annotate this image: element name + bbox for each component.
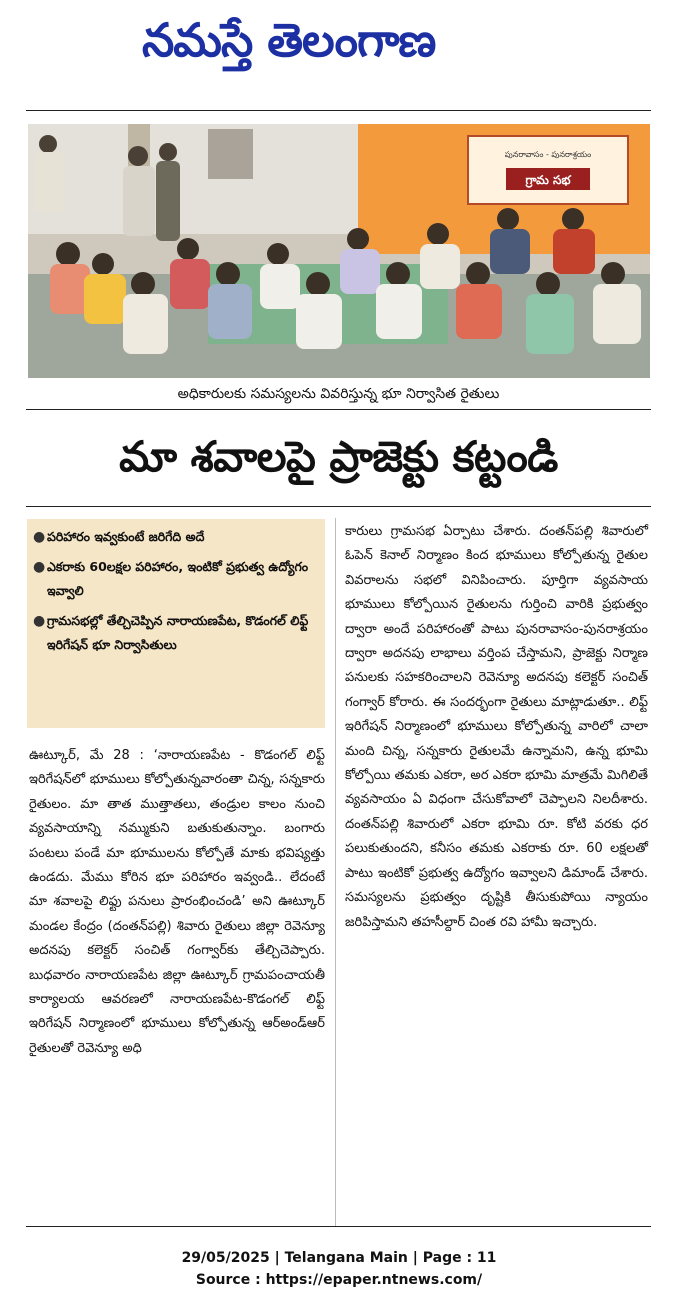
highlight-item — [33, 525, 319, 549]
photo-caption: అధికారులకు సమస్యలను వివరిస్తున్న భూ నిర్వాసిత రైతులు — [177, 386, 500, 402]
highlight-item — [33, 555, 319, 603]
headline-rule — [26, 506, 651, 507]
newspaper-title: నమస్తే తెలంగాణ — [142, 13, 436, 67]
footer-rule — [26, 1226, 651, 1227]
bullet-icon: ● — [33, 529, 46, 545]
caption-rule — [26, 409, 651, 410]
highlights-box — [27, 519, 325, 728]
highlight-item — [33, 609, 319, 657]
bullet-icon: ● — [33, 613, 46, 629]
banner-line2: గ్రామ సభ — [525, 173, 571, 187]
article-text-left: ఊట్కూర్, మే 28 : ‘నారాయణపేట - కొడంగల్ లిఫ్ట్ ఇరిగేషన్‌లో భూములు కోల్పోతున్నవారంతా చిన్న, సన్నకారు రైతులం. మా తాత ముత్తాతలు, తండ్రుల కాలం నుంచి వ్యవసాయాన్ని నమ్ముకుని బతుకుతున్నాం. బంగారు పంటలు పండే మా భూములను కోల్పోతే మాకు భవిష్యత్తు ఉండదు. మేము కోరిన భూ పరిహారం ఇవ్వండి.. లేదంటే మా శవాలపై లిఫ్టు పనులు ప్రారంభించండి’ అని ఊట్కూర్ మండల కేంద్రం (దంతన్‌పల్లి) శివారు రైతులు జిల్లా రెవెన్యూ అదనపు కలెక్టర్ సంచిత్ గంగ్వార్‌కు తేల్చిచెప్పారు. బుధవారం నారాయణపేట జిల్లా ఊట్కూర్ గ్రామపంచాయతీ కార్యాలయ ఆవరణలో నారాయణపేట-కొడంగల్ లిఫ్ట్ ఇరిగేషన్ నిర్మాణంలో భూములు కోల్పోతున్న ఆర్‌అండ్‌ఆర్ రైతులతో రెవెన్యూ అధి — [29, 748, 325, 1056]
article-column-left — [29, 744, 325, 1061]
news-photo — [28, 124, 650, 378]
footer-source: Source : https://epaper.ntnews.com/ — [195, 1272, 483, 1288]
footer-date-page: 29/05/2025 | Telangana Main | Page : 11 — [181, 1250, 497, 1266]
highlight-text: గ్రామసభల్లో తేల్చిచెప్పిన నారాయణపేట, కొడంగల్ లిఫ్ట్ ఇరిగేషన్ భూ నిర్వాసితులు — [47, 613, 309, 652]
highlight-text: పరిహారం ఇవ్వకుంటే జరిగేది అదే — [47, 529, 205, 544]
highlight-text: ఎకరాకు 60లక్షల పరిహారం, ఇంటికో ప్రభుత్వ ఉద్యోగం ఇవ్వాలి — [47, 559, 309, 598]
article-text-right: కారులు గ్రామసభ ఏర్పాటు చేశారు. దంతన్‌పల్లి శివారులో ఓపెన్ కెనాల్ నిర్మాణం కింద భూములు కోల్పోతున్న రైతుల వివరాలను సభలో వినిపించారు. పూర్తిగా వ్యవసాయ భూములు కోల్పోయిన రైతులను గుర్తించి వారికి ప్రభుత్వం ద్వారా అందే పరిహారంతో పాటు పునరావాసం-పునరాశ్రయం ద్వారా అదనపు లాభాలు వర్తింప చేస్తామని, ప్రాజెక్టు నిర్మాణ పనులకు సహకరించాలని రెవెన్యూ అదనపు కలెక్టర్ సంచిత్ గంగ్వార్ కోరారు. ఈ సందర్భంగా రైతులు మాట్లాడుతూ.. లిఫ్ట్ ఇరిగేషన్ నిర్మాణంలో భూములు కోల్పోతున్న వారిలో చాలా మంది చిన్న, సన్నకారు రైతులమే ఉన్నామని, ఉన్న భూమి కోల్పోయి తమకు ఎకరా, అర ఎకరా భూమి మాత్రమే మిగిలితే వ్యవసాయం ఏ విధంగా చేసుకోవాలో చెప్పాలని నిలదీశారు. దంతన్‌పల్లి శివారులో ఎకరా భూమి రూ. కోటి వరకు ధర పలుకుతుందని, కనీసం తమకు ఎకరాకు రూ. 60 లక్షలతో పాటు ఇంటికో ప్రభుత్వ ఉద్యోగం ఇవ్వాలని డిమాండ్ చేశారు. సమస్యలను ప్రభుత్వం దృష్టికి తీసుకుపోయి న్యాయం జరిపిస్తామని తహసీల్దార్ చింత రవి హామీ ఇచ్చారు. — [345, 524, 648, 930]
article-column-right — [345, 520, 648, 935]
headline: మా శవాలపై ప్రాజెక్టు కట్టండి — [119, 432, 558, 481]
masthead-rule — [26, 110, 651, 111]
bullet-icon: ● — [33, 559, 46, 575]
masthead — [0, 0, 678, 95]
banner-line1: పునరావాసం - పునరాశ్రయం — [504, 150, 592, 159]
column-divider — [335, 518, 336, 1226]
